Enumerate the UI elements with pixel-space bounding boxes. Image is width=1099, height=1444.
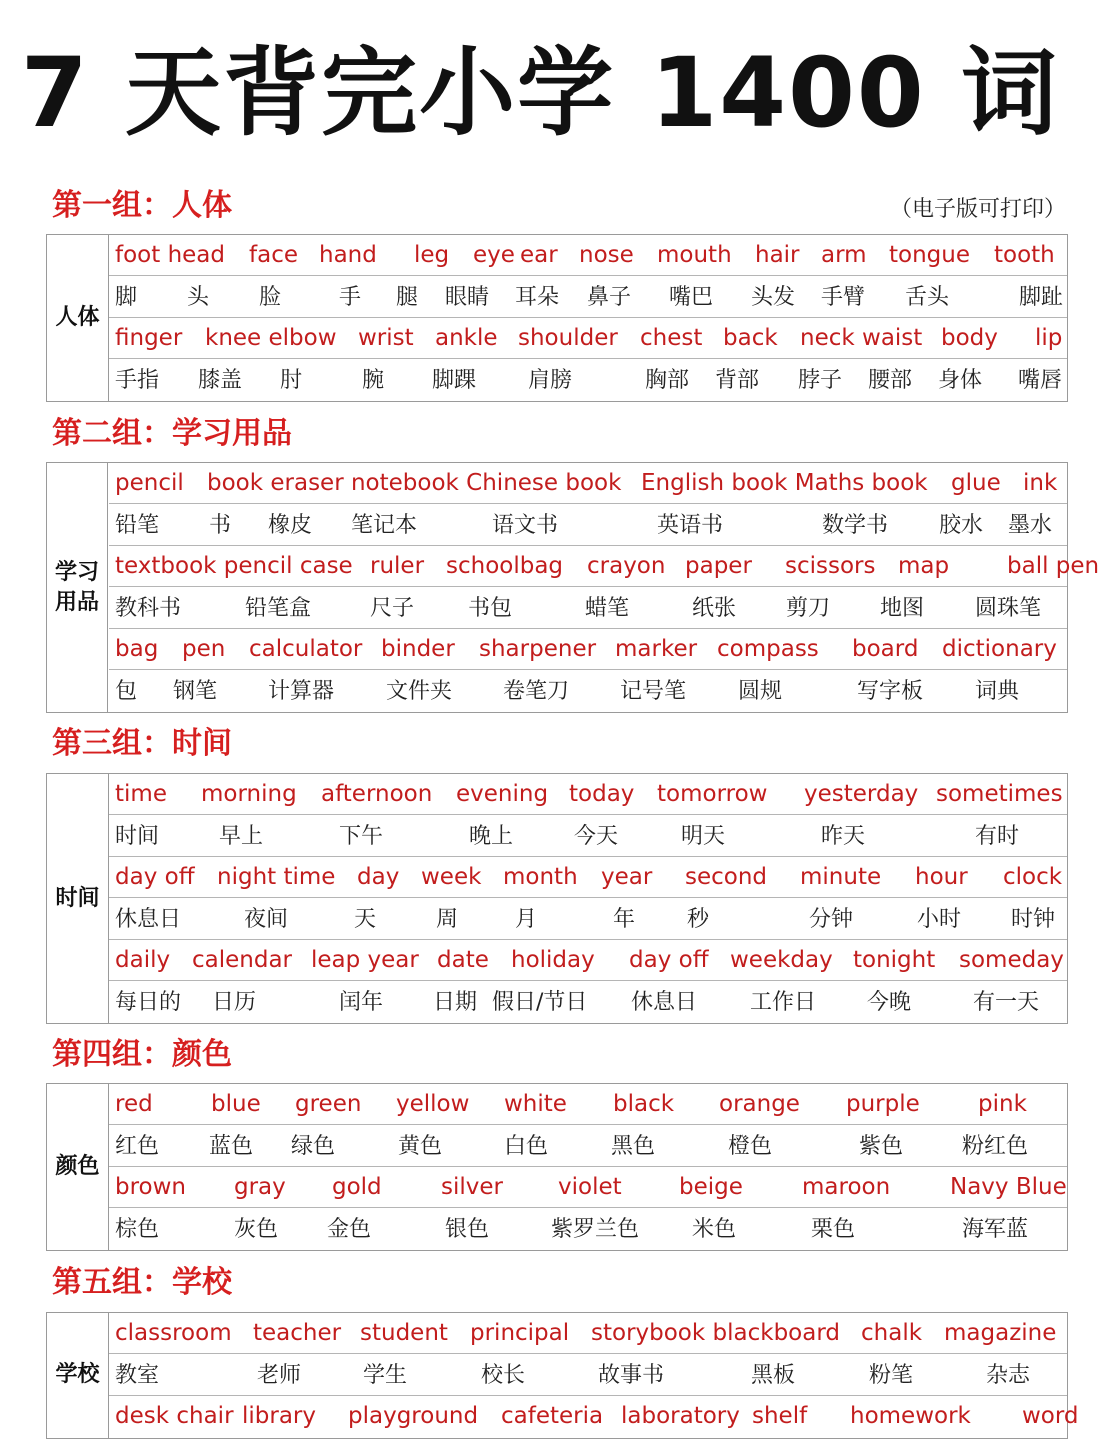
chinese-meaning: 绿色 xyxy=(291,1133,336,1159)
english-word: gold xyxy=(332,1174,382,1200)
english-word: hour xyxy=(915,864,968,890)
category-label: 颜色 xyxy=(47,1084,109,1250)
chinese-word-row xyxy=(109,816,1067,857)
chinese-meaning: 腿 xyxy=(396,284,419,310)
group-heading: 第三组：时间 xyxy=(52,726,232,761)
chinese-meaning: 蜡笔 xyxy=(585,595,630,621)
english-word: second xyxy=(685,864,768,890)
chinese-meaning: 周 xyxy=(436,906,459,932)
english-word: magazine xyxy=(944,1320,1057,1346)
english-word: tomorrow xyxy=(657,781,768,807)
chinese-meaning: 耳朵 xyxy=(515,284,560,310)
english-word: minute xyxy=(800,864,882,890)
english-word: time xyxy=(115,781,167,807)
chinese-meaning: 时钟 xyxy=(1011,906,1056,932)
english-word: ear xyxy=(520,242,558,268)
chinese-meaning: 腰部 xyxy=(868,367,913,393)
english-word: sharpener xyxy=(479,636,597,662)
english-word: day off xyxy=(115,864,195,890)
chinese-meaning: 书包 xyxy=(468,595,513,621)
chinese-meaning: 胶水 xyxy=(939,512,984,538)
english-word-row xyxy=(109,1167,1067,1208)
chinese-meaning: 金色 xyxy=(327,1216,372,1242)
english-word: blue xyxy=(211,1091,261,1117)
chinese-meaning: 紫色 xyxy=(859,1133,904,1159)
english-word: hair xyxy=(755,242,800,268)
chinese-meaning: 时间 xyxy=(115,823,160,849)
english-word: student xyxy=(360,1320,448,1346)
chinese-word-row xyxy=(109,505,1067,546)
chinese-meaning: 今天 xyxy=(574,823,619,849)
english-word-row xyxy=(109,1313,1067,1354)
group-heading: 第二组：学习用品 xyxy=(52,416,292,451)
english-word: ink xyxy=(1023,470,1058,496)
english-word: calendar xyxy=(192,947,293,973)
chinese-meaning: 黄色 xyxy=(398,1133,443,1159)
chinese-meaning: 学生 xyxy=(363,1362,408,1388)
english-word: playground xyxy=(348,1403,479,1429)
chinese-meaning: 地图 xyxy=(880,595,925,621)
english-word: foot head xyxy=(115,242,225,268)
chinese-meaning: 钢笔 xyxy=(173,678,218,704)
chinese-meaning: 铅笔 xyxy=(115,512,160,538)
english-word: board xyxy=(852,636,919,662)
chinese-meaning: 闰年 xyxy=(339,989,384,1015)
chinese-meaning: 橡皮 xyxy=(268,512,313,538)
chinese-meaning: 手臂 xyxy=(821,284,866,310)
chinese-meaning: 校长 xyxy=(481,1362,526,1388)
vocabulary-table xyxy=(46,1312,1079,1439)
english-word: green xyxy=(295,1091,362,1117)
english-word: storybook blackboard xyxy=(591,1320,840,1346)
chinese-meaning: 剪刀 xyxy=(786,595,831,621)
english-word-row xyxy=(109,546,1099,587)
chinese-meaning: 今晚 xyxy=(867,989,912,1015)
chinese-meaning: 紫罗兰色 xyxy=(551,1216,640,1242)
chinese-meaning: 休息日 xyxy=(631,989,698,1015)
chinese-word-row xyxy=(109,277,1067,318)
chinese-meaning: 黑板 xyxy=(751,1362,796,1388)
chinese-meaning: 语文书 xyxy=(492,512,559,538)
chinese-meaning: 明天 xyxy=(681,823,726,849)
chinese-meaning: 笔记本 xyxy=(351,512,418,538)
chinese-meaning: 腕 xyxy=(362,367,385,393)
english-word: pink xyxy=(978,1091,1027,1117)
english-word: body xyxy=(941,325,998,351)
english-word-row xyxy=(109,1084,1067,1125)
chinese-meaning: 肘 xyxy=(280,367,303,393)
english-word: binder xyxy=(381,636,455,662)
vocabulary-table xyxy=(46,462,1099,713)
english-word: brown xyxy=(115,1174,187,1200)
english-word: tongue xyxy=(889,242,970,268)
english-word: map xyxy=(898,553,950,579)
chinese-meaning: 晚上 xyxy=(469,823,514,849)
chinese-meaning: 身体 xyxy=(938,367,983,393)
english-word: pen xyxy=(182,636,226,662)
english-word-row xyxy=(109,318,1067,359)
english-word: beige xyxy=(679,1174,743,1200)
english-word: morning xyxy=(201,781,297,807)
chinese-meaning: 纸张 xyxy=(692,595,737,621)
chinese-meaning: 手指 xyxy=(115,367,160,393)
chinese-meaning: 早上 xyxy=(219,823,264,849)
english-word: violet xyxy=(558,1174,622,1200)
chinese-meaning: 天 xyxy=(354,906,377,932)
chinese-meaning: 嘴巴 xyxy=(669,284,714,310)
chinese-meaning: 脚踝 xyxy=(432,367,477,393)
english-word: compass xyxy=(717,636,819,662)
chinese-meaning: 铅笔盒 xyxy=(245,595,312,621)
english-word: leap year xyxy=(311,947,419,973)
chinese-meaning: 分钟 xyxy=(809,906,854,932)
english-word: mouth xyxy=(657,242,732,268)
english-word: tonight xyxy=(853,947,936,973)
category-label: 时间 xyxy=(47,774,109,1023)
english-word-row xyxy=(109,857,1067,898)
english-word-row xyxy=(109,1396,1079,1437)
english-word: silver xyxy=(441,1174,503,1200)
chinese-word-row xyxy=(109,899,1067,940)
english-word: glue xyxy=(951,470,1001,496)
english-word-row xyxy=(109,629,1067,670)
chinese-meaning: 有一天 xyxy=(973,989,1040,1015)
english-word: leg xyxy=(414,242,450,268)
english-word: teacher xyxy=(253,1320,342,1346)
english-word: English book Maths book xyxy=(641,470,928,496)
english-word: eye xyxy=(473,242,515,268)
english-word: face xyxy=(249,242,298,268)
english-word: paper xyxy=(685,553,752,579)
chinese-word-row xyxy=(109,982,1067,1023)
english-word-row xyxy=(109,463,1067,504)
chinese-meaning: 昨天 xyxy=(821,823,866,849)
english-word: back xyxy=(723,325,778,351)
english-word-row xyxy=(109,940,1067,981)
chinese-meaning: 杂志 xyxy=(986,1362,1031,1388)
chinese-meaning: 灰色 xyxy=(234,1216,279,1242)
chinese-meaning: 日历 xyxy=(212,989,257,1015)
chinese-meaning: 圆珠笔 xyxy=(975,595,1042,621)
chinese-meaning: 橙色 xyxy=(728,1133,773,1159)
english-word: purple xyxy=(846,1091,920,1117)
english-word: tooth xyxy=(994,242,1055,268)
english-word: library xyxy=(242,1403,316,1429)
chinese-meaning: 教科书 xyxy=(115,595,182,621)
english-word: Navy Blue xyxy=(950,1174,1067,1200)
english-word: orange xyxy=(719,1091,800,1117)
page-title: 7 天背完小学 1400 词 xyxy=(20,37,1060,149)
english-word: crayon xyxy=(587,553,666,579)
chinese-meaning: 下午 xyxy=(339,823,384,849)
english-word: finger xyxy=(115,325,183,351)
english-word: day xyxy=(357,864,400,890)
chinese-meaning: 小时 xyxy=(917,906,962,932)
english-word: maroon xyxy=(802,1174,891,1200)
chinese-meaning: 舌头 xyxy=(905,284,950,310)
vocabulary-table xyxy=(46,773,1068,1024)
group-heading: 第四组：颜色 xyxy=(52,1037,232,1072)
chinese-meaning: 秒 xyxy=(687,906,710,932)
chinese-meaning: 头 xyxy=(187,284,210,310)
chinese-meaning: 眼睛 xyxy=(445,284,490,310)
chinese-meaning: 米色 xyxy=(692,1216,737,1242)
chinese-meaning: 肩膀 xyxy=(528,367,573,393)
english-word: schoolbag xyxy=(446,553,564,579)
english-word: marker xyxy=(615,636,698,662)
english-word: bag xyxy=(115,636,159,662)
english-word: hand xyxy=(319,242,377,268)
english-word: afternoon xyxy=(321,781,433,807)
english-word: neck waist xyxy=(800,325,923,351)
english-word: weekday xyxy=(730,947,833,973)
chinese-meaning: 头发 xyxy=(751,284,796,310)
chinese-meaning: 工作日 xyxy=(750,989,817,1015)
english-word: someday xyxy=(959,947,1064,973)
chinese-meaning: 卷笔刀 xyxy=(503,678,570,704)
group-heading: 第五组：学校 xyxy=(52,1265,232,1300)
chinese-meaning: 年 xyxy=(613,906,636,932)
chinese-meaning: 尺子 xyxy=(370,595,415,621)
chinese-meaning: 月 xyxy=(515,906,538,932)
chinese-meaning: 白色 xyxy=(504,1133,549,1159)
english-word: lip xyxy=(1035,325,1063,351)
category-label: 人体 xyxy=(47,235,109,401)
chinese-meaning: 手 xyxy=(339,284,362,310)
english-word: laboratory xyxy=(621,1403,740,1429)
english-word: dictionary xyxy=(942,636,1057,662)
chinese-meaning: 黑色 xyxy=(611,1133,656,1159)
chinese-meaning: 假日/节日 xyxy=(492,989,588,1015)
chinese-meaning: 圆规 xyxy=(738,678,783,704)
english-word: ankle xyxy=(435,325,498,351)
chinese-meaning: 鼻子 xyxy=(587,284,632,310)
english-word: day off xyxy=(629,947,709,973)
chinese-meaning: 栗色 xyxy=(811,1216,856,1242)
english-word: ball pen xyxy=(1007,553,1099,579)
english-word: clock xyxy=(1003,864,1063,890)
chinese-meaning: 脸 xyxy=(259,284,282,310)
chinese-meaning: 粉红色 xyxy=(962,1133,1029,1159)
english-word-row xyxy=(109,235,1067,276)
english-word: month xyxy=(503,864,578,890)
english-word: yesterday xyxy=(804,781,919,807)
chinese-meaning: 数学书 xyxy=(822,512,889,538)
english-word: chest xyxy=(640,325,703,351)
chinese-meaning: 每日的 xyxy=(115,989,182,1015)
english-word: black xyxy=(613,1091,675,1117)
english-word: shoulder xyxy=(518,325,618,351)
english-word: night time xyxy=(217,864,336,890)
chinese-meaning: 胸部 xyxy=(645,367,690,393)
chinese-meaning: 墨水 xyxy=(1008,512,1053,538)
english-word: homework xyxy=(850,1403,971,1429)
chinese-meaning: 词典 xyxy=(975,678,1020,704)
chinese-meaning: 英语书 xyxy=(657,512,724,538)
chinese-meaning: 脚 xyxy=(115,284,138,310)
chinese-meaning: 计算器 xyxy=(268,678,335,704)
chinese-meaning: 银色 xyxy=(445,1216,490,1242)
english-word: textbook pencil case xyxy=(115,553,353,579)
english-word: wrist xyxy=(358,325,414,351)
english-word: sometimes xyxy=(936,781,1063,807)
chinese-meaning: 脖子 xyxy=(798,367,843,393)
chinese-meaning: 教室 xyxy=(115,1362,160,1388)
chinese-meaning: 嘴唇 xyxy=(1018,367,1063,393)
chinese-meaning: 记号笔 xyxy=(620,678,687,704)
chinese-meaning: 夜间 xyxy=(244,906,289,932)
chinese-meaning: 包 xyxy=(115,678,138,704)
english-word: today xyxy=(569,781,635,807)
chinese-meaning: 有时 xyxy=(975,823,1020,849)
english-word: yellow xyxy=(396,1091,470,1117)
english-word: evening xyxy=(456,781,549,807)
category-label: 学校 xyxy=(47,1313,109,1438)
chinese-word-row xyxy=(109,588,1067,629)
chinese-word-row xyxy=(109,671,1067,712)
english-word: word xyxy=(1022,1403,1079,1429)
chinese-meaning: 文件夹 xyxy=(386,678,453,704)
chinese-meaning: 故事书 xyxy=(598,1362,665,1388)
chinese-meaning: 海军蓝 xyxy=(962,1216,1029,1242)
english-word: white xyxy=(504,1091,567,1117)
chinese-meaning: 老师 xyxy=(257,1362,302,1388)
english-word: cafeteria xyxy=(501,1403,604,1429)
chinese-word-row xyxy=(109,360,1067,401)
vocabulary-table xyxy=(46,1083,1068,1251)
chinese-meaning: 粉笔 xyxy=(869,1362,914,1388)
english-word: pencil xyxy=(115,470,184,496)
english-word: arm xyxy=(821,242,867,268)
english-word: book eraser notebook Chinese book xyxy=(207,470,622,496)
group-heading: 第一组：人体 xyxy=(52,188,232,223)
category-label: 学习用品 xyxy=(47,463,108,712)
chinese-meaning: 蓝色 xyxy=(209,1133,254,1159)
english-word: calculator xyxy=(249,636,363,662)
chinese-meaning: 日期 xyxy=(433,989,478,1015)
english-word-row xyxy=(109,774,1067,815)
chinese-meaning: 棕色 xyxy=(115,1216,160,1242)
chinese-word-row xyxy=(109,1209,1067,1250)
english-word: knee elbow xyxy=(205,325,337,351)
chinese-word-row xyxy=(109,1126,1067,1167)
english-word: week xyxy=(421,864,482,890)
chinese-meaning: 膝盖 xyxy=(198,367,243,393)
english-word: ruler xyxy=(370,553,425,579)
chinese-meaning: 红色 xyxy=(115,1133,160,1159)
chinese-meaning: 写字板 xyxy=(857,678,924,704)
chinese-meaning: 脚趾 xyxy=(1019,284,1064,310)
printable-note: （电子版可打印） xyxy=(889,197,1066,222)
chinese-meaning: 休息日 xyxy=(115,906,182,932)
english-word: chalk xyxy=(861,1320,923,1346)
english-word: date xyxy=(437,947,489,973)
chinese-word-row xyxy=(109,1355,1067,1396)
english-word: classroom xyxy=(115,1320,232,1346)
english-word: nose xyxy=(579,242,634,268)
english-word: scissors xyxy=(785,553,876,579)
english-word: desk chair xyxy=(115,1403,234,1429)
english-word: shelf xyxy=(752,1403,808,1429)
chinese-meaning: 背部 xyxy=(715,367,760,393)
english-word: gray xyxy=(234,1174,286,1200)
english-word: principal xyxy=(470,1320,570,1346)
chinese-meaning: 书 xyxy=(209,512,232,538)
english-word: year xyxy=(601,864,653,890)
english-word: holiday xyxy=(511,947,595,973)
vocabulary-table xyxy=(46,234,1068,402)
english-word: red xyxy=(115,1091,153,1117)
english-word: daily xyxy=(115,947,171,973)
